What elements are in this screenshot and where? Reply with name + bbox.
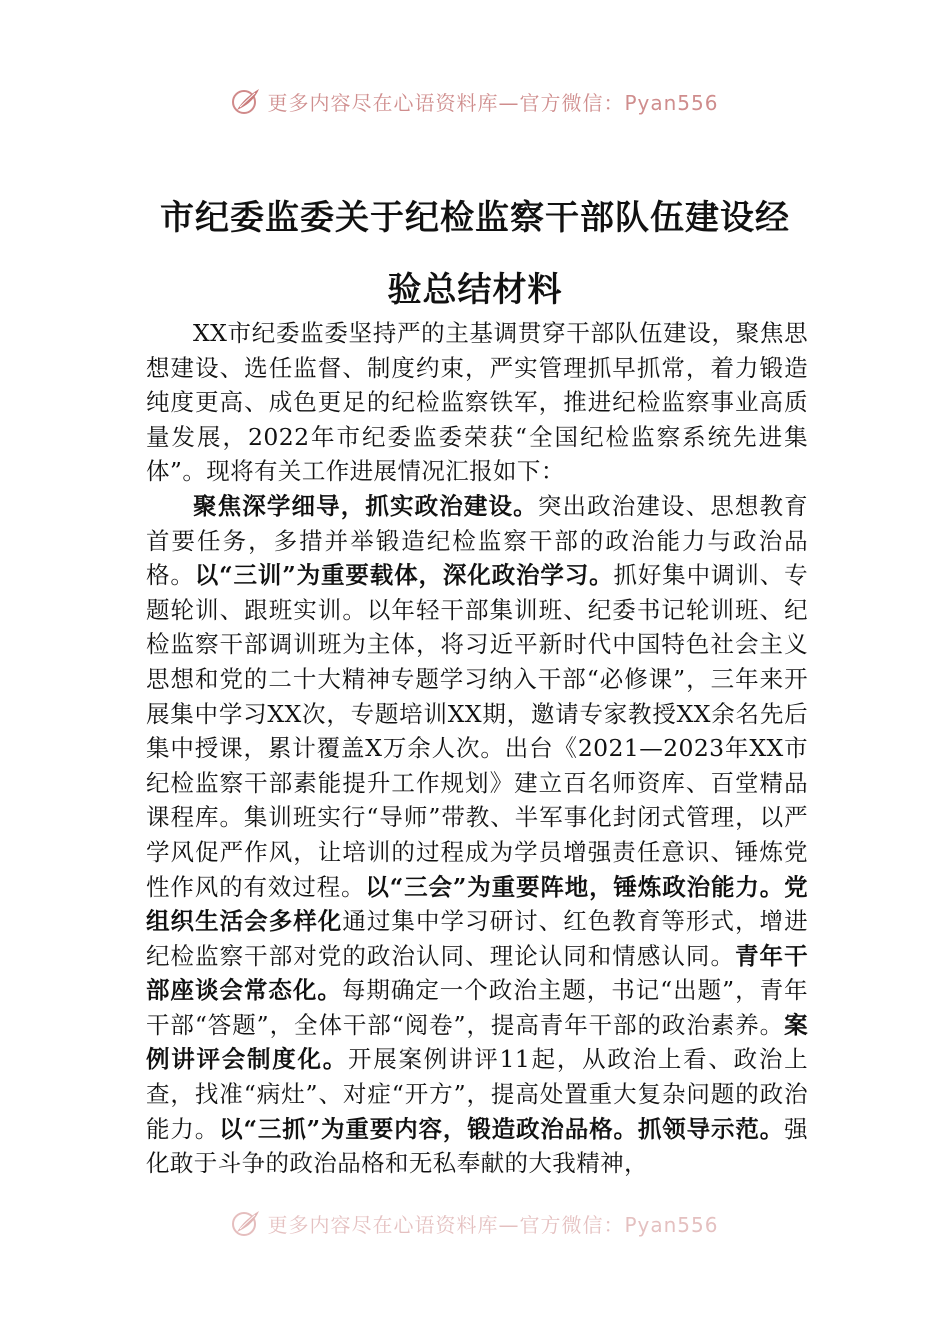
feather-logo-icon <box>231 86 261 116</box>
watermark-text: 更多内容尽在心语资料库—官方微信：Pyan556 <box>267 90 719 115</box>
bold-heading-run: 案例讲评会制度化。 <box>146 1010 808 1074</box>
body-paragraph <box>146 316 808 489</box>
document-title <box>0 182 950 326</box>
watermark-footer <box>0 1208 950 1238</box>
bold-heading-run: 以“三会”为重要阵地，锤炼政治能力。党组织生活会多样化 <box>146 872 808 936</box>
bold-heading-run: 聚焦深学细导，抓实政治建设。 <box>193 491 538 520</box>
text-run: 开展案例讲评11起，从政治上看、政治上查，找准“病灶”、对症“开方”，提高处置重大复杂问题的政治能力。 <box>146 1045 808 1143</box>
bold-heading-run: 以“三抓”为重要内容，锻造政治品格。抓领导示范。 <box>219 1114 785 1143</box>
text-run: XX市纪委监委坚持严的主基调贯穿干部队伍建设，聚焦思想建设、选任监督、制度约束，严实管理抓早抓常，着力锻造纯度更高、成色更足的纪检监察铁军，推进纪检监察事业高质量发展，2022年市纪委监委荣获“全国纪检监察系统先进集体”。现将有关工作进展情况汇报如下： <box>146 319 808 486</box>
text-run: 强化敢于斗争的政治品格和无私奉献的大我精神， <box>146 1114 808 1178</box>
bold-heading-run: 以“三训”为重要载体，深化政治学习。 <box>194 561 614 590</box>
text-run: 突出政治建设、思想教育首要任务，多措并举锻造纪检监察干部的政治能力与政治品格。 <box>146 491 808 590</box>
document-body <box>146 316 808 1181</box>
feather-logo-icon <box>231 1208 261 1238</box>
bold-heading-run: 青年干部座谈会常态化。 <box>146 941 808 1005</box>
body-paragraph <box>146 489 808 1181</box>
title-line-1: 市纪委监委关于纪检监察干部队伍建设经 <box>160 198 790 238</box>
text-run: 通过集中学习研讨、红色教育等形式，增进纪检监察干部对党的政治认同、理论认同和情感认同。 <box>146 907 808 970</box>
watermark-text: 更多内容尽在心语资料库—官方微信：Pyan556 <box>267 1212 719 1237</box>
text-run: 抓好集中调训、专题轮训、跟班实训。以年轻干部集训班、纪委书记轮训班、纪检监察干部调训班为主体，将习近平新时代中国特色社会主义思想和党的二十大精神专题学习纳入干部“必修课”，三年来开展集中学习XX次，专题培训XX期，邀请专家教授XX余名先后集中授课，累计覆盖X万余人次。出台《2021—2023年XX市纪检监察干部素能提升工作规划》建立百名师资库、百堂精品课程库。集训班实行“导师”带教、半军事化封闭式管理，以严学风促严作风，让培训的过程成为学员增强责任意识、锤炼党性作风的有效过程。 <box>146 561 808 901</box>
title-line-2: 验总结材料 <box>387 270 563 310</box>
text-run: 每期确定一个政治主题，书记“出题”，青年干部“答题”，全体干部“阅卷”，提高青年干部的政治素养。 <box>146 976 808 1039</box>
watermark-header <box>0 86 950 116</box>
